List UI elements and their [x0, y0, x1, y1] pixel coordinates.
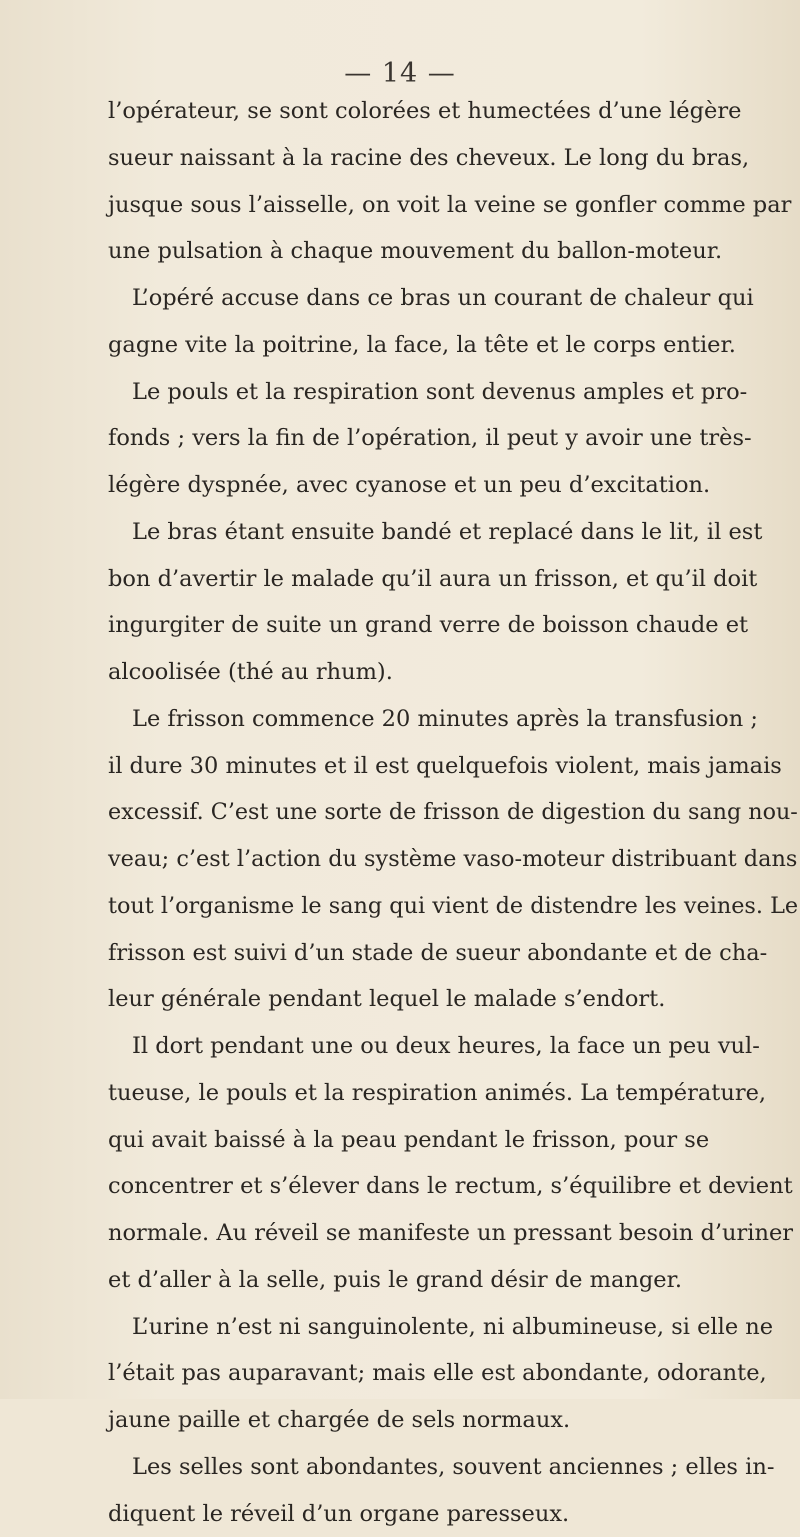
- text-line: il dure 30 minutes et il est quelquefois violent, mais jamais: [108, 743, 798, 790]
- page-number: — 14 —: [0, 58, 800, 89]
- paragraph-start-line: L’urine n’est ni sanguinolente, ni albumineuse, si elle ne: [108, 1304, 798, 1351]
- text-line: jaune paille et chargée de sels normaux.: [108, 1397, 798, 1444]
- paragraph-start-line: Le bras étant ensuite bandé et replacé dans le lit, il est: [108, 509, 798, 556]
- text-line: et d’aller à la selle, puis le grand désir de manger.: [108, 1257, 798, 1304]
- text-line: l’était pas auparavant; mais elle est abondante, odorante,: [108, 1350, 798, 1397]
- text-line: frisson est suivi d’un stade de sueur abondante et de cha-: [108, 930, 798, 977]
- text-line: diquent le réveil d’un organe paresseux.: [108, 1491, 798, 1537]
- text-line: veau; c’est l’action du système vaso-moteur distribuant dans: [108, 836, 798, 883]
- paragraph-start-line: Il dort pendant une ou deux heures, la face un peu vul-: [108, 1023, 798, 1070]
- text-line: jusque sous l’aisselle, on voit la veine se gonfler comme par: [108, 182, 798, 229]
- text-line: concentrer et s’élever dans le rectum, s’équilibre et devient: [108, 1163, 798, 1210]
- paragraph-start-line: Le pouls et la respiration sont devenus amples et pro-: [108, 369, 798, 416]
- paragraph-start-line: Le frisson commence 20 minutes après la transfusion ;: [108, 696, 798, 743]
- text-line: gagne vite la poitrine, la face, la tête et le corps entier.: [108, 322, 798, 369]
- text-line: légère dyspnée, avec cyanose et un peu d’excitation.: [108, 462, 798, 509]
- text-line: sueur naissant à la racine des cheveux. Le long du bras,: [108, 135, 798, 182]
- text-line: fonds ; vers la fin de l’opération, il peut y avoir une très-: [108, 415, 798, 462]
- text-line: une pulsation à chaque mouvement du ballon-moteur.: [108, 228, 798, 275]
- text-line: leur générale pendant lequel le malade s’endort.: [108, 976, 798, 1023]
- text-line: tout l’organisme le sang qui vient de distendre les veines. Le: [108, 883, 798, 930]
- body-text: [108, 88, 798, 1537]
- text-line: alcoolisée (thé au rhum).: [108, 649, 798, 696]
- text-line: excessif. C’est une sorte de frisson de digestion du sang nou-: [108, 789, 798, 836]
- paragraph-start-line: L’opéré accuse dans ce bras un courant de chaleur qui: [108, 275, 798, 322]
- text-line: normale. Au réveil se manifeste un pressant besoin d’uriner: [108, 1210, 798, 1257]
- text-line: tueuse, le pouls et la respiration animés. La température,: [108, 1070, 798, 1117]
- text-line: ingurgiter de suite un grand verre de boisson chaude et: [108, 602, 798, 649]
- text-line: bon d’avertir le malade qu’il aura un frisson, et qu’il doit: [108, 556, 798, 603]
- text-line: qui avait baissé à la peau pendant le frisson, pour se: [108, 1117, 798, 1164]
- text-line: l’opérateur, se sont colorées et humectées d’une légère: [108, 88, 798, 135]
- paragraph-start-line: Les selles sont abondantes, souvent anciennes ; elles in-: [108, 1444, 798, 1491]
